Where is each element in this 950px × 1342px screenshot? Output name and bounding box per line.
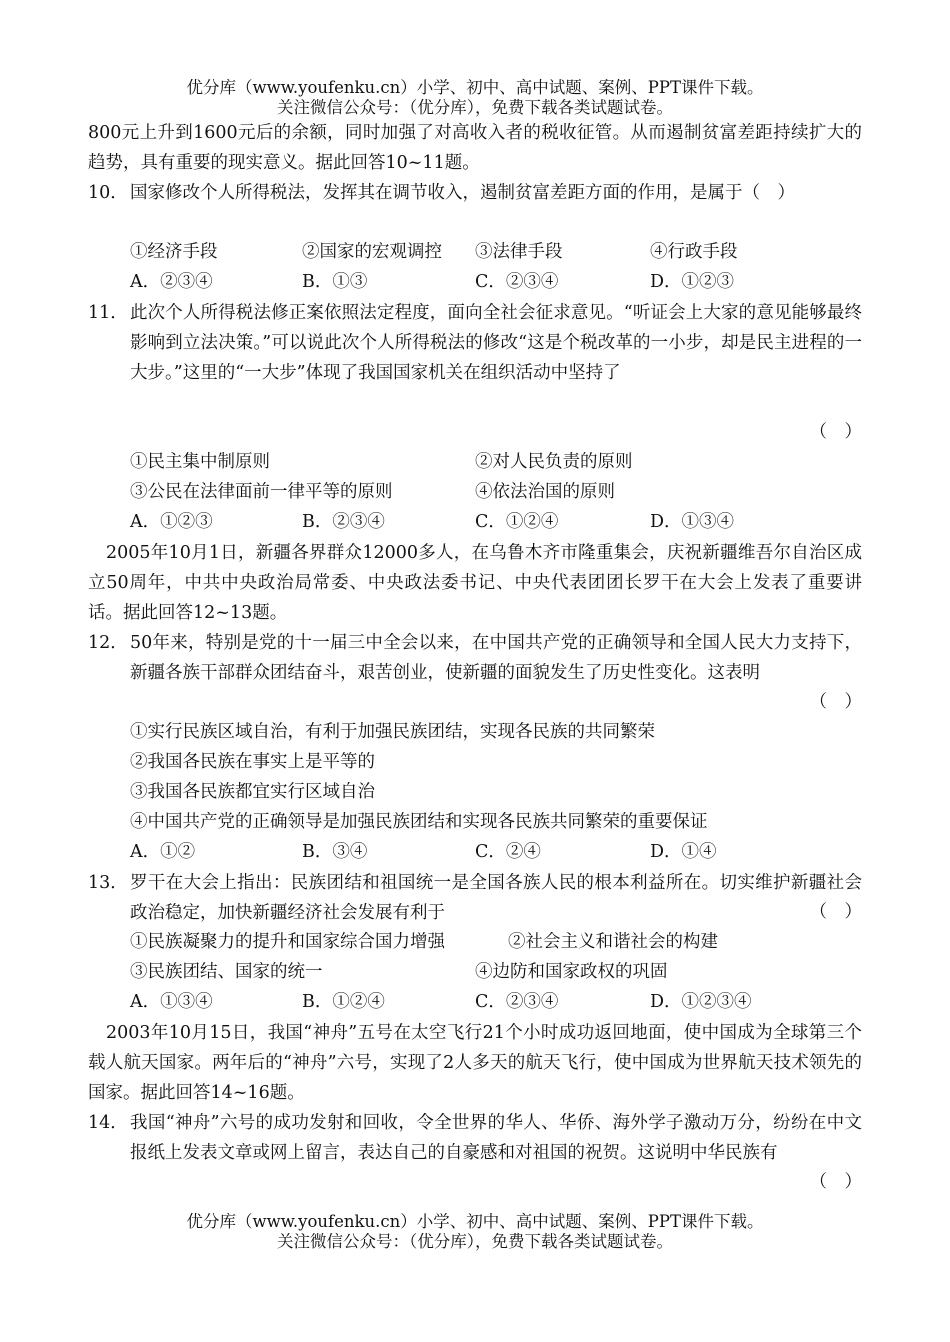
- q10-option-2: ②国家的宏观调控: [302, 242, 442, 262]
- q13-answer-d: D．①②③④: [650, 992, 752, 1012]
- q12-option-4: ④中国共产党的正确领导是加强民族团结和实现各民族共同繁荣的重要保证: [130, 812, 708, 832]
- q10-answer-a: A．②③④: [130, 272, 213, 292]
- q11-option-3: ③公民在法律面前一律平等的原则: [130, 482, 393, 502]
- q12-option-3: ③我国各民族都宜实行区域自治: [130, 782, 375, 802]
- q12-option-1: ①实行民族区域自治，有利于加强民族团结，实现各民族的共同繁荣: [130, 722, 655, 742]
- q12-answer-paren: （ ）: [809, 692, 862, 712]
- q10-answer-d: D．①②③: [650, 272, 735, 292]
- question-10-stem: 国家修改个人所得税法，发挥其在调节收入，遏制贫富差距方面的作用，是属于（ ）: [130, 183, 795, 203]
- q13-answer-paren: （ ）: [809, 902, 862, 922]
- q12-answer-b: B．③④: [302, 842, 368, 862]
- q11-answer-b: B．②③④: [302, 512, 385, 532]
- question-11: [88, 298, 862, 388]
- q13-option-4: ④边防和国家政权的巩固: [475, 962, 668, 982]
- q13-option-3: ③民族团结、国家的统一: [130, 962, 323, 982]
- q11-answer-a: A．①②③: [130, 512, 213, 532]
- question-14-stem: 我国“神舟”六号的成功发射和回收，令全世界的华人、华侨、海外学子激动万分，纷纷在中文报纸上发表文章或网上留言，表达自己的自豪感和对祖国的祝贺。这说明中华民族有: [130, 1113, 862, 1163]
- q12-answer-a: A．①②: [130, 842, 196, 862]
- intro-passage-3: 2003年10月15日，我国“神舟”五号在太空飞行21个小时成功返回地面，使中国成为全球第三个载人航天国家。两年后的“神舟”六号，实现了2人多天的航天飞行，使中国成为世界航天技术领先的国家。据此回答14~16题。: [88, 1023, 862, 1103]
- question-12-number: 12．: [88, 633, 128, 653]
- question-12-stem: 50年来，特别是党的十一届三中全会以来，在中国共产党的正确领导和全国人民大力支持下，新疆各族干部群众团结奋斗，艰苦创业，使新疆的面貌发生了历史性变化。这表明: [130, 633, 862, 683]
- page-footer-line1: 优分库（www.youfenku.cn）小学、初中、高中试题、案例、PPT课件下载。: [186, 1212, 764, 1231]
- page-header-line1: 优分库（www.youfenku.cn）小学、初中、高中试题、案例、PPT课件下载。: [186, 78, 764, 97]
- question-12: [88, 628, 862, 688]
- q11-option-2: ②对人民负责的原则: [475, 452, 633, 472]
- q13-answer-a: A．①③④: [130, 992, 213, 1012]
- question-13-stem: 罗干在大会上指出：民族团结和祖国统一是全国各族人民的根本利益所在。切实维护新疆社会政治稳定，加快新疆经济社会发展有利于: [130, 873, 862, 923]
- q13-option-2: ②社会主义和谐社会的构建: [508, 932, 718, 952]
- q10-option-3: ③法律手段: [475, 242, 563, 262]
- q10-option-4: ④行政手段: [650, 242, 738, 262]
- q11-option-1: ①民主集中制原则: [130, 452, 270, 472]
- q13-option-1: ①民族凝聚力的提升和国家综合国力增强: [130, 932, 445, 952]
- page-header-line2: 关注微信公众号：（优分库），免费下载各类试题试卷。: [277, 98, 673, 117]
- q14-answer-paren: （ ）: [809, 1172, 862, 1192]
- question-14-number: 14．: [88, 1113, 128, 1133]
- intro-passage-2: 2005年10月1日，新疆各界群众12000多人，在乌鲁木齐市隆重集会，庆祝新疆维吾尔自治区成立50周年，中共中央政治局常委、中央政法委书记、中央代表团团长罗干在大会上发表了重要讲话。据此回答12~13题。: [88, 543, 862, 623]
- q11-option-4: ④依法治国的原则: [475, 482, 615, 502]
- page-footer-line2: 关注微信公众号：（优分库），免费下载各类试题试卷。: [277, 1232, 673, 1251]
- intro-passage-1: 800元上升到1600元后的余额，同时加强了对高收入者的税收征管。从而遏制贫富差距持续扩大的趋势，具有重要的现实意义。据此回答10~11题。: [88, 123, 862, 173]
- question-14: [88, 1108, 862, 1168]
- q12-answer-d: D．①④: [650, 842, 717, 862]
- q12-answer-c: C．②④: [475, 842, 541, 862]
- q12-option-2: ②我国各民族在事实上是平等的: [130, 752, 375, 772]
- q13-answer-c: C．②③④: [475, 992, 559, 1012]
- question-10: [88, 178, 862, 208]
- question-11-number: 11．: [88, 303, 128, 323]
- question-10-number: 10．: [88, 183, 128, 203]
- question-13-number: 13．: [88, 873, 128, 893]
- q10-answer-c: C．②③④: [475, 272, 559, 292]
- q10-option-1: ①经济手段: [130, 242, 218, 262]
- q13-answer-b: B．①②④: [302, 992, 385, 1012]
- q11-answer-paren: （ ）: [809, 422, 862, 442]
- q10-answer-b: B．①③: [302, 272, 368, 292]
- question-13: [88, 868, 862, 928]
- q11-answer-c: C．①②④: [475, 512, 559, 532]
- q11-answer-d: D．①③④: [650, 512, 735, 532]
- question-11-stem: 此次个人所得税法修正案依照法定程度，面向全社会征求意见。“听证会上大家的意见能够最终影响到立法决策。”可以说此次个人所得税法的修改“这是个税改革的一小步，却是民主进程的一大步。”这里的“一大步”体现了我国国家机关在组织活动中坚持了: [130, 303, 862, 383]
